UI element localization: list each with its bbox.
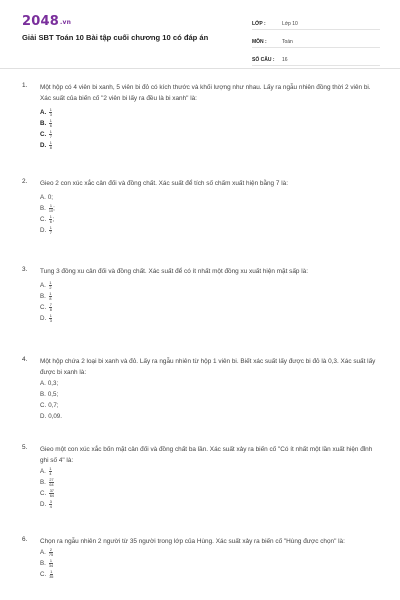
numerator: 1 (49, 226, 52, 230)
choice-a[interactable] (40, 466, 382, 477)
choice-a[interactable] (40, 547, 382, 558)
question-text: Chọn ra ngẫu nhiên 2 người từ 35 người trong lớp của Hùng. Xác suất xảy ra biến cố "Hùng được chọn" là: (40, 538, 345, 545)
choice-a[interactable] (40, 378, 382, 389)
question-text: Tung 3 đồng xu cân đối và đồng chất. Xác suất để có ít nhất một đồng xu xuất hiện mặt sấp là: (40, 268, 308, 275)
site-logo[interactable] (22, 14, 71, 29)
choice-list (40, 378, 382, 422)
denominator: 10 (48, 209, 54, 213)
numerator: 1 (49, 204, 53, 208)
question-text: Gieo 2 con xúc xắc cân đối và đồng chất. Xác suất để tích số chấm xuất hiện bằng 7 là: (40, 180, 288, 187)
denominator: 3 (49, 319, 52, 323)
choice-label: A. (40, 380, 46, 387)
question-number: 5. (22, 444, 28, 451)
quiz-meta (252, 15, 380, 69)
meta-value: 16 (282, 57, 288, 63)
choice-d[interactable] (40, 140, 382, 151)
meta-row-subject (252, 33, 380, 48)
meta-row-class (252, 15, 380, 30)
choice-list (40, 107, 382, 151)
choice-label: D. (40, 227, 47, 234)
choice-text: 0,09. (48, 413, 62, 420)
denominator: 6 (49, 124, 52, 128)
meta-row-count (252, 51, 380, 66)
choice-text: 0,5; (47, 391, 59, 398)
choice-label: A. (40, 109, 47, 116)
choice-b[interactable] (40, 118, 382, 129)
choice-label: A. (40, 468, 46, 475)
meta-key: LỚP : (252, 21, 266, 27)
numerator: 1 (49, 467, 52, 471)
choice-b[interactable] (40, 389, 382, 400)
choice-suffix: ; (52, 216, 55, 223)
choice-c[interactable] (40, 214, 382, 225)
question-number: 4. (22, 356, 28, 363)
meta-key: SỐ CÂU : (252, 57, 275, 63)
denominator: 8 (49, 297, 52, 301)
question-5 (22, 444, 382, 510)
choice-label: D. (40, 315, 47, 322)
question-4 (22, 356, 382, 422)
meta-key: MÔN : (252, 39, 267, 45)
choice-c[interactable] (40, 569, 382, 580)
denominator: 7 (49, 231, 52, 235)
choice-a[interactable] (40, 192, 382, 203)
fraction (49, 292, 52, 301)
choice-suffix: ; (53, 205, 55, 212)
denominator: 2 (49, 286, 52, 290)
meta-value: Toán (282, 39, 293, 45)
choice-c[interactable] (40, 400, 382, 411)
fraction (49, 303, 52, 312)
header-divider (0, 68, 400, 69)
choice-d[interactable] (40, 499, 382, 510)
choice-text: 0,7; (48, 402, 59, 409)
denominator: 64 (49, 494, 54, 498)
choice-label: C. (40, 571, 47, 578)
fraction (49, 570, 53, 579)
denominator: 7 (49, 135, 52, 139)
choice-label: D. (40, 413, 47, 420)
question-2 (22, 178, 382, 236)
numerator: 1 (50, 570, 53, 574)
question-3 (22, 266, 382, 324)
question-6 (22, 536, 382, 580)
numerator: 37 (49, 489, 54, 493)
numerator: 1 (49, 141, 52, 145)
choice-label: C. (40, 131, 47, 138)
question-number: 6. (22, 536, 28, 543)
numerator: 1 (49, 215, 52, 219)
choice-label: B. (40, 293, 46, 300)
logo-text: 2048 (22, 14, 59, 29)
choice-c[interactable] (40, 129, 382, 140)
choice-d[interactable] (40, 313, 382, 324)
choice-label: A. (40, 282, 46, 289)
fraction (49, 548, 53, 557)
fraction (49, 478, 54, 487)
choice-a[interactable] (40, 280, 382, 291)
choice-label: B. (40, 205, 46, 212)
numerator: 1 (49, 130, 52, 134)
denominator: 8 (49, 308, 52, 312)
fraction (49, 108, 52, 117)
choice-label: A. (40, 194, 46, 201)
question-number: 3. (22, 266, 28, 273)
numerator: 3 (49, 500, 52, 504)
numerator: 1 (49, 108, 52, 112)
fraction (49, 314, 52, 323)
meta-value: Lớp 10 (282, 21, 298, 27)
choice-label: D. (40, 501, 47, 508)
fraction (49, 500, 52, 509)
choice-b[interactable] (40, 291, 382, 302)
choice-b[interactable] (40, 477, 382, 488)
denominator: 3 (49, 113, 52, 117)
choice-text: 0,3; (47, 380, 59, 387)
fraction (49, 226, 52, 235)
choice-d[interactable] (40, 411, 382, 422)
numerator: 2 (49, 548, 53, 552)
page-header (0, 0, 400, 63)
question-1 (22, 82, 382, 151)
fraction (49, 130, 52, 139)
choice-label: B. (40, 120, 47, 127)
numerator: 1 (49, 281, 52, 285)
choice-c[interactable] (40, 488, 382, 499)
choice-label: A. (40, 549, 46, 556)
choice-d[interactable] (40, 225, 382, 236)
denominator: 34 (48, 564, 54, 568)
denominator: 75 (48, 553, 54, 557)
numerator: 27 (49, 478, 54, 482)
fraction (49, 467, 52, 476)
choice-text: 0; (47, 194, 54, 201)
choice-label: B. (40, 391, 46, 398)
fraction (49, 281, 52, 290)
numerator: 1 (49, 119, 52, 123)
choice-label: C. (40, 216, 47, 223)
numerator: 1 (49, 314, 52, 318)
choice-label: C. (40, 490, 47, 497)
denominator: 8 (49, 146, 52, 150)
choice-b[interactable] (40, 558, 382, 569)
denominator: 6 (49, 220, 52, 224)
numerator: 7 (49, 303, 52, 307)
denominator: 64 (49, 483, 54, 487)
choice-b[interactable] (40, 203, 382, 214)
choice-list (40, 192, 382, 236)
document-title: Giải SBT Toán 10 Bài tập cuối chương 10 có đáp án (22, 33, 209, 42)
question-number: 2. (22, 178, 28, 185)
choice-label: D. (40, 142, 47, 149)
denominator: 4 (49, 472, 52, 476)
question-number: 1. (22, 82, 28, 89)
fraction (49, 559, 53, 568)
numerator: 1 (49, 559, 53, 563)
choice-label: B. (40, 479, 46, 486)
choice-label: C. (40, 402, 47, 409)
choice-list (40, 547, 382, 580)
question-text: Một hộp có 4 viên bi xanh, 5 viên bi đỏ có kích thước và khối lượng như nhau. Lấy ra ngẫu nhiên đồng thời 2 viên bi. Xác suất của biến cố "2 viên bi lấy ra đều là bi xanh" là: (40, 84, 371, 102)
numerator: 1 (49, 292, 52, 296)
fraction (49, 119, 52, 128)
choice-c[interactable] (40, 302, 382, 313)
logo-tld: .vn (59, 19, 72, 26)
choice-label: C. (40, 304, 47, 311)
fraction (49, 141, 52, 150)
denominator: 4 (49, 505, 52, 509)
choice-list (40, 466, 382, 510)
question-text: Gieo một con xúc xắc bốn mặt cân đối và đồng chất ba lần. Xác suất xảy ra biến cố "Có ít nhất một lần xuất hiện đỉnh ghi số 4" là: (40, 446, 373, 464)
choice-list (40, 280, 382, 324)
question-text: Một hộp chứa 2 loại bi xanh và đỏ. Lấy ra ngẫu nhiên từ hộp 1 viên bi. Biết xác suất lấy được bi đỏ là 0,3. Xác suất lấy được bi xanh là: (40, 358, 376, 376)
choice-a[interactable] (40, 107, 382, 118)
fraction (49, 489, 54, 498)
choice-label: B. (40, 560, 46, 567)
denominator: 35 (49, 575, 54, 579)
